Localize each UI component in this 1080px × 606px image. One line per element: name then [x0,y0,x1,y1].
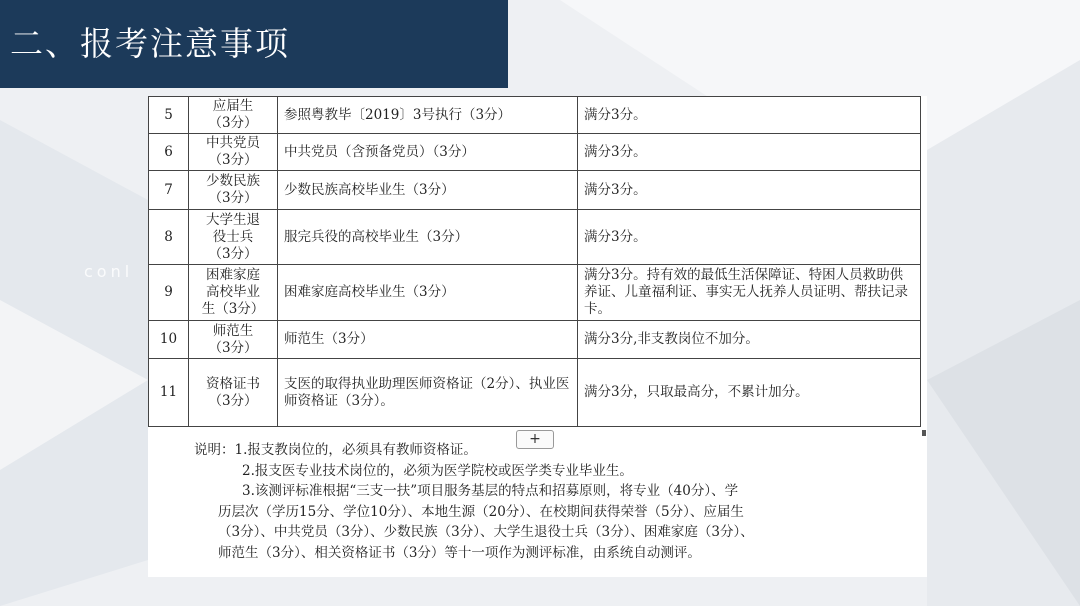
document-image [148,96,927,577]
row-note: 满分3分。 [578,134,921,171]
add-row-button[interactable]: + [516,430,554,449]
note-line-6: 师范生（3分）、相关资格证书（3分）等十一项作为测评标准，由系统自动测评。 [218,544,701,561]
notes-section [194,440,894,563]
row-number: 10 [149,321,189,359]
row-criteria: 参照粤教毕〔2019〕3号执行（3分） [278,97,578,134]
row-number: 5 [149,97,189,134]
table-row [149,265,921,321]
title-banner [0,0,508,88]
row-note: 满分3分。 [578,97,921,134]
watermark-text: conl [84,262,134,281]
row-category: 师范生 （3分） [189,321,278,359]
scoring-table-body [149,97,921,427]
row-category: 中共党员 （3分） [189,134,278,171]
row-category: 应届生 （3分） [189,97,278,134]
row-category: 少数民族 （3分） [189,171,278,210]
row-number: 9 [149,265,189,321]
row-category: 困难家庭 高校毕业 生（3分） [189,265,278,321]
table-row [149,210,921,265]
row-criteria: 服完兵役的高校毕业生（3分） [278,210,578,265]
row-number: 7 [149,171,189,210]
row-note: 满分3分。 [578,171,921,210]
row-number: 11 [149,359,189,427]
row-note: 满分3分,非支教岗位不加分。 [578,321,921,359]
scoring-table [148,96,921,427]
table-row [149,171,921,210]
row-number: 8 [149,210,189,265]
note-line-1: 说明：1.报支教岗位的，必须具有教师资格证。 [194,442,477,458]
row-note: 满分3分，只取最高分，不累计加分。 [578,359,921,427]
table-row [149,321,921,359]
slide-title: 二、报考注意事项 [10,24,290,63]
note-line-2: 2.报支医专业技术岗位的，必须为医学院校或医学类专业毕业生。 [242,462,633,479]
row-criteria: 困难家庭高校毕业生（3分） [278,265,578,321]
row-category: 大学生退 役士兵 （3分） [189,210,278,265]
row-criteria: 少数民族高校毕业生（3分） [278,171,578,210]
row-criteria: 支医的取得执业助理医师资格证（2分）、执业医师资格证（3分）。 [278,359,578,427]
row-category: 资格证书 （3分） [189,359,278,427]
note-line-4: 历层次（学历15分、学位10分）、本地生源（20分）、在校期间获得荣誉（5分）、应届生 [218,503,744,520]
row-note: 满分3分。 [578,210,921,265]
row-criteria: 师范生（3分） [278,321,578,359]
row-number: 6 [149,134,189,171]
table-row [149,134,921,171]
row-criteria: 中共党员（含预备党员）（3分） [278,134,578,171]
row-note: 满分3分。持有效的最低生活保障证、特困人员救助供养证、儿童福利证、事实无人抚养人员证明、帮扶记录卡。 [578,265,921,321]
note-line-3: 3.该测评标准根据“三支一扶”项目服务基层的特点和招募原则，将专业（40分）、学 [242,483,739,499]
table-row [149,359,921,427]
table-row [149,97,921,134]
table-resize-handle[interactable] [922,430,926,436]
note-line-5: （3分）、中共党员（3分）、少数民族（3分）、大学生退役士兵（3分）、困难家庭（3分）、 [218,524,754,540]
